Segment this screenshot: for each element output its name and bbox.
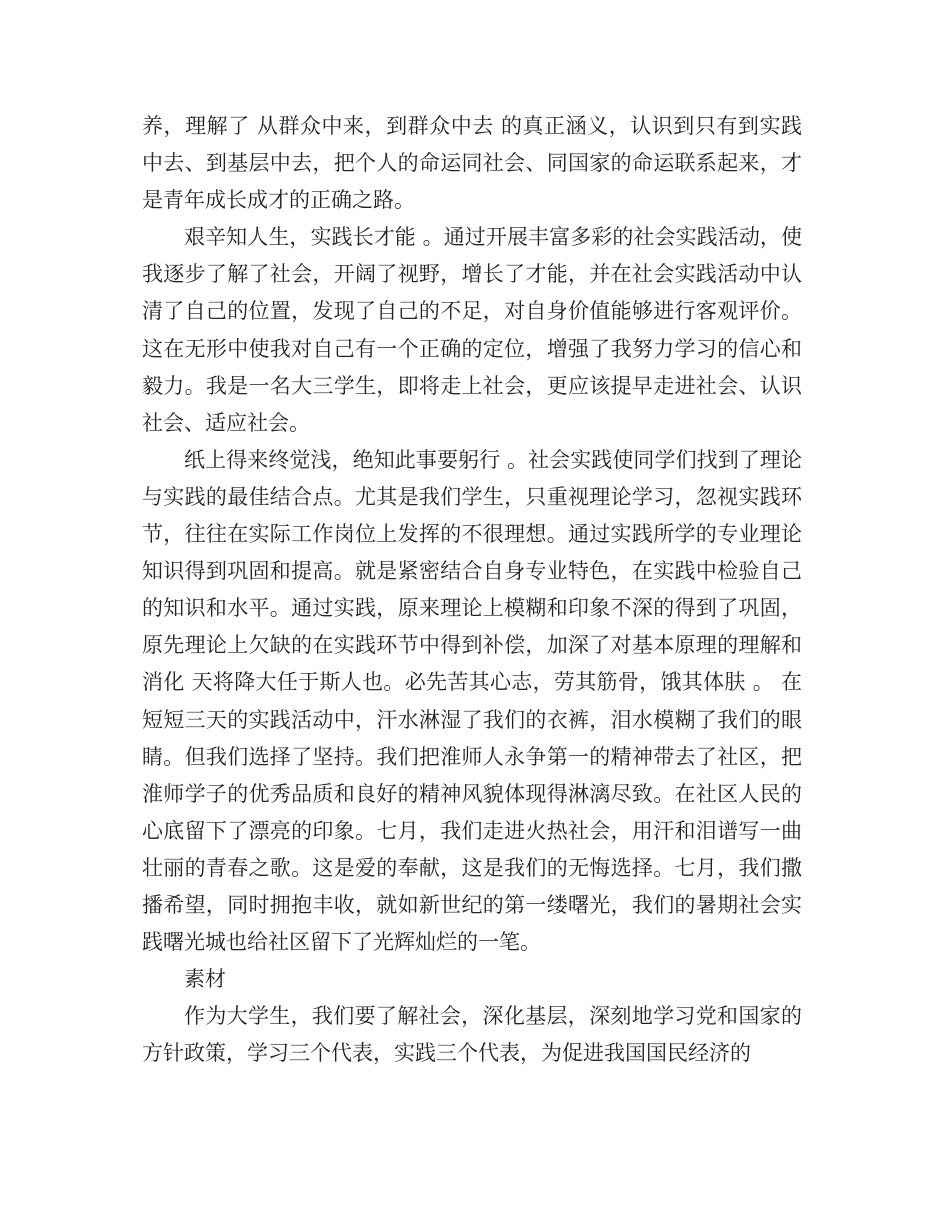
paragraph-continuation: 养，理解了 从群众中来，到群众中去 的真正涵义，认识到只有到实践中去、到基层中去，把个人的命运同社会、同国家的命运联系起来，才是青年成长成才的正确之路。 <box>142 114 802 213</box>
paragraph-practice-talent: 艰辛知人生，实践长才能 。通过开展丰富多彩的社会实践活动，使我逐步了解了社会，开阔了视野，增长了才能，并在社会实践活动中认清了自己的位置，发现了自己的不足，对自身价值能够进行客观评价。这在无形中使我对自己有一个正确的定位，增强了我努力学习的信心和毅力。我是一名大三学生，即将走上社会，更应该提早走进社会、认识社会、适应社会。 <box>142 225 802 435</box>
paragraph-college-student: 作为大学生，我们要了解社会，深化基层，深刻地学习党和国家的方针政策，学习三个代表，实践三个代表，为促进我国国民经济的 <box>142 1004 802 1066</box>
document-body <box>142 108 802 1072</box>
paragraph-heading-material: 素材 <box>184 967 226 992</box>
paragraph-theory-practice: 纸上得来终觉浅，绝知此事要躬行 。社会实践使同学们找到了理论与实践的最佳结合点。尤其是我们学生，只重视理论学习，忽视实践环节，往往在实际工作岗位上发挥的不很理想。通过实践所学的专业理论知识得到巩固和提高。就是紧密结合自身专业特色，在实践中检验自己的知识和水平。通过实践，原来理论上模糊和印象不深的得到了巩固，原先理论上欠缺的在实践环节中得到补偿，加深了对基本原理的理解和消化 天将降大任于斯人也。必先苦其心志，劳其筋骨，饿其体肤 。 在短短三天的实践活动中，汗水淋湿了我们的衣裤，泪水模糊了我们的眼睛。但我们选择了坚持。我们把淮师人永争第一的精神带去了社区，把淮师学子的优秀品质和良好的精神风貌体现得淋漓尽致。在社区人民的心底留下了漂亮的印象。七月，我们走进火热社会，用汗和泪谱写一曲壮丽的青春之歌。这是爱的奉献，这是我们的无悔选择。七月，我们撒播希望，同时拥抱丰收，就如新世纪的第一缕曙光，我们的暑期社会实践曙光城也给社区留下了光辉灿烂的一笔。 <box>142 447 802 955</box>
